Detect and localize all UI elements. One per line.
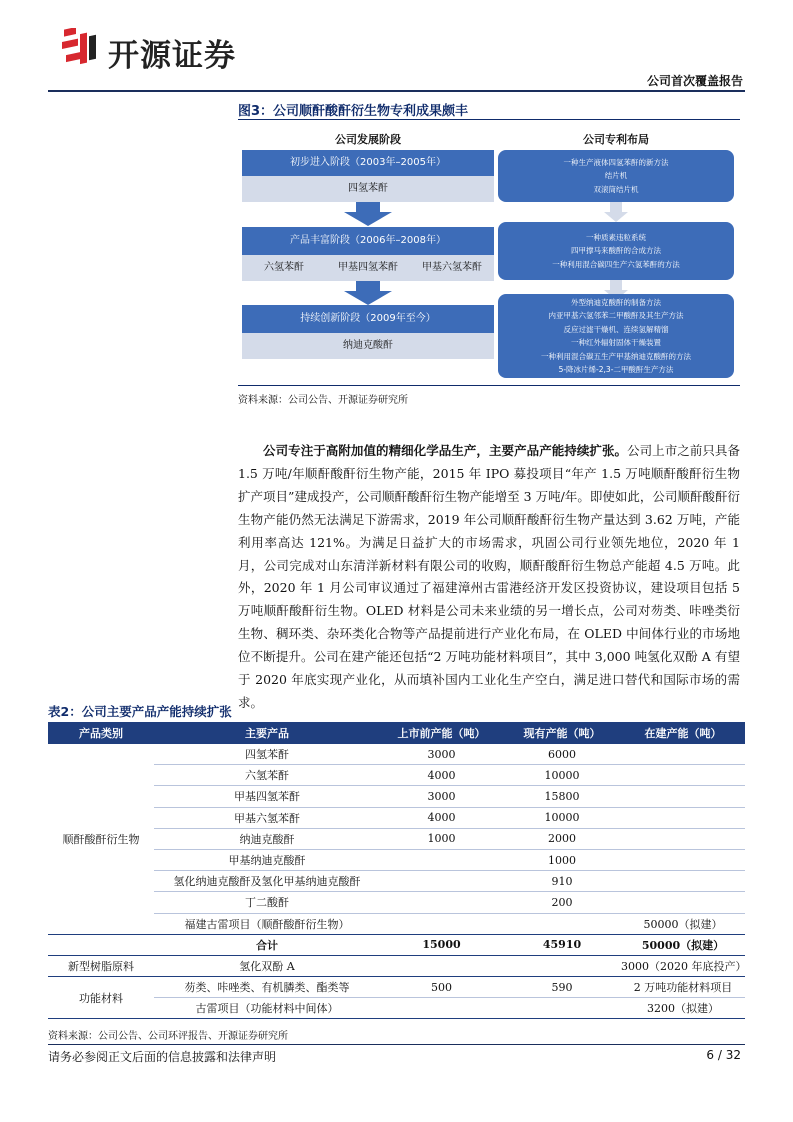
product-cell: 六氢苯酐 bbox=[154, 765, 380, 786]
value-cell bbox=[621, 807, 745, 828]
product-cell: 四氢苯酐 bbox=[154, 744, 380, 765]
value-cell bbox=[621, 828, 745, 849]
report-type: 公司首次覆盖报告 bbox=[646, 74, 743, 88]
total-value: 45910 bbox=[503, 934, 621, 955]
total-value: 15000 bbox=[380, 934, 503, 955]
patent-item: 5-降冰片烯-2,3-二甲酸酐生产方法 bbox=[558, 365, 674, 374]
value-cell: 3000 bbox=[380, 786, 503, 807]
table-row bbox=[48, 744, 745, 765]
patent-item: 反应过滤干燥机、连续氢解精馏 bbox=[563, 324, 669, 334]
table-row bbox=[48, 955, 745, 976]
value-cell bbox=[380, 849, 503, 870]
value-cell: 1000 bbox=[380, 828, 503, 849]
stage-2-product: 六氢苯酐 bbox=[264, 262, 304, 273]
value-cell bbox=[503, 955, 621, 976]
stage-1-product: 四氢苯酐 bbox=[242, 176, 494, 202]
category-cell: 顺酐酸酐衍生物 bbox=[48, 744, 154, 934]
logo-text: 开源证券 bbox=[108, 38, 236, 74]
down-arrow-icon bbox=[604, 202, 628, 222]
value-cell: 2 万吨功能材料项目 bbox=[621, 977, 745, 998]
patent-item: 一种生产液体四氢苯酐的新方法 bbox=[563, 157, 669, 167]
product-cell: 芴类、咔唑类、有机膦类、酯类等 bbox=[154, 977, 380, 998]
patent-group-1 bbox=[498, 150, 734, 202]
patent-item: 一种利用混合碳五生产甲基纳迪克酸酐的方法 bbox=[541, 351, 691, 361]
paragraph-body: 公司上市之前只具备 1.5 万吨/年顺酐酸酐衍生物产能，2015 年 IPO 募投项目“年产 1.5 万吨顺酐酸酐衍生物扩产项目”建成投产，公司顺酐酸酐衍生物产能增至 3 万吨/年。即使如此，公司顺酐酸酐衍生物产能仍然无法满足下游需求，2019 年公司顺酐酸酐衍生物产量达到 3.62 万吨，产能利用率高达 121%。为满足日益扩大的市场需求，巩固公司行业领先地位，2020 年 1 月，公司完成对山东清洋新材料有限公司的收购，顺酐酸酐衍生物总产能超 4.5 万吨。此外，2020 年 1 月公司审议通过了福建漳州古雷港经济开发区投资协议，建设项目包括 5 万吨顺酐酸酐衍生物。OLED 材料是公司未来业绩的另一增长点，公司对芴类、咔唑类衍生物、稠环类、杂环类化合物等产品提前进行产业化布局，在 OLED 中间体行业的市场地位不断提升。公司在建产能还包括“2 万吨功能材料项目”，其中 3,000 吨氢化双酚 A 有望于 2020 年底实现产业化，从而填补国内工业化生产空白，满足进口替代和国际市场的需求。 bbox=[238, 443, 740, 710]
table-title: 表2：公司主要产品产能持续扩张 bbox=[48, 704, 232, 719]
value-cell: 6000 bbox=[503, 744, 621, 765]
value-cell: 200 bbox=[503, 892, 621, 913]
patent-item: 结片机 bbox=[604, 171, 628, 181]
down-arrow-icon bbox=[340, 281, 396, 305]
value-cell: 4000 bbox=[380, 765, 503, 786]
patent-group-3 bbox=[498, 294, 734, 378]
value-cell: 910 bbox=[503, 871, 621, 892]
value-cell bbox=[621, 744, 745, 765]
patent-item: 一种质素违粒系统 bbox=[586, 232, 646, 242]
value-cell bbox=[621, 765, 745, 786]
value-cell bbox=[503, 913, 621, 934]
value-cell: 3200（拟建） bbox=[621, 998, 745, 1019]
value-cell: 10000 bbox=[503, 807, 621, 828]
category-cell: 功能材料 bbox=[48, 977, 154, 1019]
stage-2-product: 甲基四氢苯酐 bbox=[338, 262, 398, 273]
stages-heading: 公司发展阶段 bbox=[335, 133, 401, 146]
value-cell: 590 bbox=[503, 977, 621, 998]
page-number: 6 / 32 bbox=[706, 1048, 741, 1062]
value-cell bbox=[380, 955, 503, 976]
value-cell bbox=[380, 913, 503, 934]
stage-1: 初步进入阶段（2003年–2005年） bbox=[242, 150, 494, 176]
value-cell: 3000 bbox=[380, 744, 503, 765]
figure-title: 图3：公司顺酐酸酐衍生物专利成果颇丰 bbox=[238, 104, 469, 119]
value-cell bbox=[621, 892, 745, 913]
category-cell bbox=[48, 934, 154, 955]
paragraph-lead: 公司专注于高附加值的精细化学品生产，主要产品产能持续扩张。 bbox=[263, 443, 628, 458]
stage-3: 持续创新阶段（2009年至今） bbox=[242, 305, 494, 333]
body-paragraph bbox=[238, 440, 740, 715]
patent-item: 双滚筒结片机 bbox=[593, 184, 639, 194]
category-cell: 新型树脂原料 bbox=[48, 955, 154, 976]
value-cell bbox=[621, 871, 745, 892]
product-cell: 福建古雷项目（顺酐酸酐衍生物） bbox=[154, 913, 380, 934]
stage-2-product: 甲基六氢苯酐 bbox=[422, 262, 482, 273]
patent-item: 外型纳迪克酸酐的制备方法 bbox=[571, 297, 661, 307]
column-header: 主要产品 bbox=[154, 722, 380, 744]
product-cell: 氢化纳迪克酸酐及氢化甲基纳迪克酸酐 bbox=[154, 871, 380, 892]
table-row bbox=[48, 977, 745, 998]
value-cell: 15800 bbox=[503, 786, 621, 807]
footer-disclaimer: 请务必参阅正文后面的信息披露和法律声明 bbox=[48, 1050, 277, 1064]
column-header: 在建产能（吨） bbox=[621, 722, 745, 744]
product-cell: 丁二酸酐 bbox=[154, 892, 380, 913]
patent-group-2 bbox=[498, 222, 734, 280]
total-row bbox=[48, 934, 745, 955]
value-cell: 500 bbox=[380, 977, 503, 998]
down-arrow-icon bbox=[340, 202, 396, 226]
figure-bottom-rule bbox=[238, 385, 740, 386]
product-cell: 氢化双酚 A bbox=[154, 955, 380, 976]
patent-item: 四甲撑马来酸酐的合成方法 bbox=[571, 246, 661, 256]
column-header: 产品类别 bbox=[48, 722, 154, 744]
patent-item: 内亚甲基六氢邻苯二甲酸酐及其生产方法 bbox=[548, 311, 684, 320]
value-cell bbox=[380, 871, 503, 892]
column-header: 上市前产能（吨） bbox=[380, 722, 503, 744]
patent-item: 一种红外辐射固体干燥装置 bbox=[571, 338, 661, 347]
product-cell: 纳迪克酸酐 bbox=[154, 828, 380, 849]
total-value: 50000（拟建） bbox=[621, 934, 745, 955]
stage-2: 产品丰富阶段（2006年–2008年） bbox=[242, 227, 494, 255]
product-cell: 甲基六氢苯酐 bbox=[154, 807, 380, 828]
value-cell: 4000 bbox=[380, 807, 503, 828]
stage-3-product: 纳迪克酸酐 bbox=[242, 333, 494, 359]
value-cell bbox=[380, 892, 503, 913]
header-divider bbox=[48, 90, 745, 92]
value-cell bbox=[503, 998, 621, 1019]
table-header-row bbox=[48, 722, 745, 744]
table-source: 资料来源：公司公告、公司环评报告、开源证券研究所 bbox=[48, 1031, 288, 1042]
capacity-table bbox=[48, 722, 745, 1019]
product-cell: 甲基纳迪克酸酐 bbox=[154, 849, 380, 870]
stage-2-products bbox=[242, 255, 494, 281]
value-cell: 3000（2020 年底投产） bbox=[621, 955, 745, 976]
patent-item: 一种利用混合碳四生产六氢苯酐的方法 bbox=[552, 259, 680, 269]
value-cell: 10000 bbox=[503, 765, 621, 786]
value-cell bbox=[380, 998, 503, 1019]
footer-divider bbox=[48, 1044, 745, 1045]
total-label: 合计 bbox=[154, 934, 380, 955]
logo-icon bbox=[62, 28, 98, 72]
figure-top-rule bbox=[238, 119, 740, 120]
figure-source: 资料来源：公司公告、开源证券研究所 bbox=[238, 395, 408, 406]
value-cell bbox=[621, 849, 745, 870]
product-cell: 甲基四氢苯酐 bbox=[154, 786, 380, 807]
value-cell: 50000（拟建） bbox=[621, 913, 745, 934]
value-cell: 2000 bbox=[503, 828, 621, 849]
product-cell: 古雷项目（功能材料中间体） bbox=[154, 998, 380, 1019]
patents-heading: 公司专利布局 bbox=[583, 133, 649, 146]
value-cell bbox=[621, 786, 745, 807]
value-cell: 1000 bbox=[503, 849, 621, 870]
column-header: 现有产能（吨） bbox=[503, 722, 621, 744]
